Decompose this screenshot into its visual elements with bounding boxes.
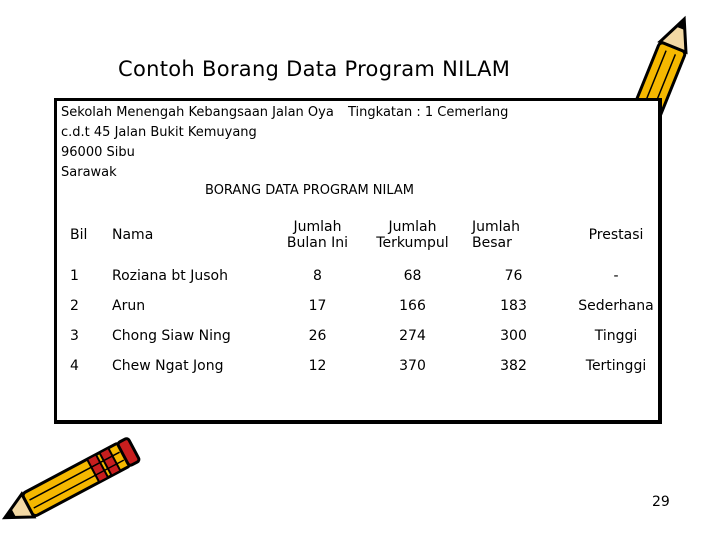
cell-besar: 300 xyxy=(500,328,527,344)
cell-bulan-ini: 26 xyxy=(308,328,327,344)
cell-nama: Arun xyxy=(112,298,146,314)
cell-bulan-ini: 17 xyxy=(308,298,327,314)
form-title: BORANG DATA PROGRAM NILAM xyxy=(205,183,415,198)
cell-terkumpul: 370 xyxy=(399,358,426,374)
cell-terkumpul: 274 xyxy=(399,328,426,344)
cell-bulan-ini: 12 xyxy=(308,358,327,374)
cell-bil: 1 xyxy=(70,268,79,284)
address-line: Sarawak xyxy=(61,165,117,180)
cell-terkumpul: 68 xyxy=(403,268,422,284)
cell-prestasi: Tertinggi xyxy=(585,358,647,374)
class-level: Tingkatan : 1 Cemerlang xyxy=(348,105,509,120)
cell-bulan-ini: 8 xyxy=(313,268,322,284)
cell-nama: Roziana bt Jusoh xyxy=(112,268,228,284)
cell-prestasi: - xyxy=(613,268,619,284)
header-nama: Nama xyxy=(112,227,154,243)
table-row xyxy=(64,291,665,321)
table-row xyxy=(64,261,665,291)
cell-bil: 4 xyxy=(70,358,79,374)
page-number: 29 xyxy=(652,494,670,510)
cell-terkumpul: 166 xyxy=(399,298,426,314)
pencil-icon xyxy=(0,436,150,536)
cell-besar: 382 xyxy=(500,358,527,374)
header-bulan-ini: Jumlah Bulan Ini xyxy=(286,219,349,251)
cell-prestasi: Tinggi xyxy=(594,328,638,344)
header-terkumpul: Jumlah Terkumpul xyxy=(376,219,449,251)
header-besar: Jumlah Besar xyxy=(472,219,520,251)
header-prestasi: Prestasi xyxy=(588,227,644,243)
cell-nama: Chong Siaw Ning xyxy=(112,328,231,344)
nilam-data-table xyxy=(64,209,665,381)
address-line: 96000 Sibu xyxy=(61,145,135,160)
school-address xyxy=(61,103,334,183)
table-row xyxy=(64,321,665,351)
cell-nama: Chew Ngat Jong xyxy=(112,358,224,374)
table-row xyxy=(64,351,665,381)
cell-bil: 3 xyxy=(70,328,79,344)
cell-bil: 2 xyxy=(70,298,79,314)
cell-besar: 183 xyxy=(500,298,527,314)
address-line: Sekolah Menengah Kebangsaan Jalan Oya xyxy=(61,105,334,120)
address-line: c.d.t 45 Jalan Bukit Kemuyang xyxy=(61,125,257,140)
table-header-row xyxy=(64,209,665,261)
header-bil: Bil xyxy=(70,227,88,243)
cell-besar: 76 xyxy=(504,268,523,284)
page-title: Contoh Borang Data Program NILAM xyxy=(118,57,511,81)
cell-prestasi: Sederhana xyxy=(578,298,654,314)
